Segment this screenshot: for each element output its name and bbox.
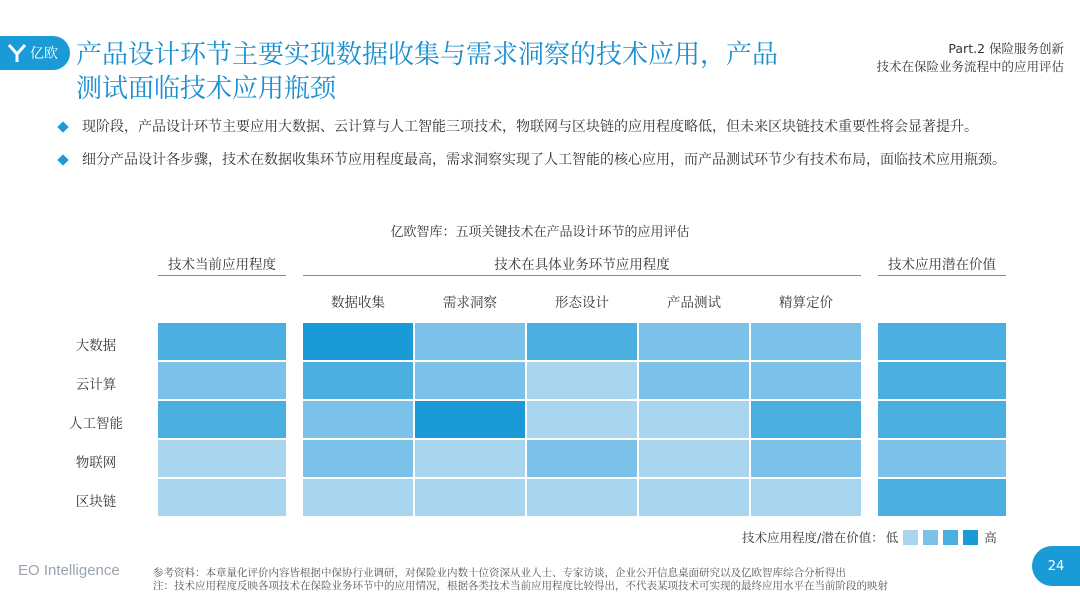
footer-notes	[153, 567, 888, 593]
heatmap-cell-business	[415, 401, 525, 438]
column-label: 形态设计	[555, 295, 609, 311]
heatmap-cell-business	[751, 362, 861, 399]
heatmap-cell-business	[527, 479, 637, 516]
legend-swatch	[923, 530, 938, 545]
heatmap-cell-business	[639, 479, 749, 516]
legend-low-label: 低	[885, 530, 899, 545]
heatmap-cell-current	[158, 401, 286, 438]
heatmap-cell-potential	[878, 401, 1006, 438]
footer-note: 注：技术应用程度反映各项技术在保险业务环节中的应用情况，根据各类技术当前应用程度比较得出，不代表某项技术可实现的最终应用水平在当前阶段的映射	[153, 580, 888, 592]
row-label: 区块链	[75, 494, 117, 510]
heatmap-cell-business	[303, 323, 413, 360]
heatmap-cell-potential	[878, 362, 1006, 399]
bullet-text: 细分产品设计各步骤，技术在数据收集环节应用程度最高，需求洞察实现了人工智能的核心应用，而产品测试环节少有技术布局，面临技术应用瓶颈。	[82, 152, 1006, 168]
page-title-line1: 产品设计环节主要实现数据收集与需求洞察的技术应用，产品	[76, 40, 779, 70]
footer-brand: EO Intelligence	[18, 562, 120, 579]
heatmap-cell-business	[639, 362, 749, 399]
heatmap-cell-business	[303, 479, 413, 516]
column-label: 数据收集	[331, 295, 385, 311]
part-label: Part.2 保险服务创新	[948, 41, 1064, 56]
heatmap-cell-business	[751, 401, 861, 438]
heatmap-cell-potential	[878, 440, 1006, 477]
heatmap-cell-current	[158, 362, 286, 399]
column-label: 需求洞察	[443, 295, 497, 311]
chart-title: 亿欧智库：五项关键技术在产品设计环节的应用评估	[390, 225, 690, 240]
bullet-text: 现阶段，产品设计环节主要应用大数据、云计算与人工智能三项技术，物联网与区块链的应用程度略低，但未来区块链技术重要性将会显著提升。	[82, 119, 978, 135]
heatmap-cell-business	[527, 323, 637, 360]
heatmap-cell-current	[158, 440, 286, 477]
heatmap-cell-current	[158, 479, 286, 516]
heatmap-cell-current	[158, 323, 286, 360]
page-title-line2: 测试面临技术应用瓶颈	[76, 74, 337, 104]
heatmap-cell-potential	[878, 479, 1006, 516]
heatmap-cell-business	[527, 362, 637, 399]
heatmap-cell-business	[751, 323, 861, 360]
heatmap-cell-business	[639, 440, 749, 477]
section-label: 技术在保险业务流程中的应用评估	[876, 59, 1064, 74]
legend-high-label: 高	[984, 530, 997, 545]
row-label: 云计算	[75, 377, 117, 393]
heatmap-cell-business	[415, 362, 525, 399]
footer-note: 参考资料：本章量化评价内容皆根据中保协行业调研，对保险业内数十位资深从业人士、专家访谈，企业公开信息桌面研究以及亿欧智库综合分析得出	[153, 567, 846, 579]
row-label: 人工智能	[69, 416, 123, 432]
heatmap-cell-business	[415, 479, 525, 516]
column-label: 精算定价	[779, 295, 833, 311]
legend-swatch	[963, 530, 978, 545]
heatmap-cell-business	[527, 440, 637, 477]
group-title-potential: 技术应用潜在价值	[888, 257, 996, 273]
heatmap-cell-business	[751, 440, 861, 477]
heatmap-cell-business	[303, 440, 413, 477]
logo-text: 亿欧	[30, 46, 58, 62]
row-label: 物联网	[75, 455, 117, 471]
heatmap-cell-business	[639, 323, 749, 360]
column-label: 产品测试	[667, 295, 721, 311]
heatmap-cell-business	[415, 440, 525, 477]
group-title-current: 技术当前应用程度	[168, 257, 276, 273]
heatmap-cell-business	[639, 401, 749, 438]
row-label: 大数据	[75, 338, 117, 354]
heatmap-cell-business	[303, 401, 413, 438]
legend-label: 技术应用程度/潜在价值：	[742, 530, 884, 545]
group-title-business: 技术在具体业务环节应用程度	[494, 257, 670, 273]
heatmap-cell-business	[415, 323, 525, 360]
legend	[742, 528, 997, 546]
legend-swatch	[903, 530, 918, 545]
legend-swatch	[943, 530, 958, 545]
heatmap-cell-business	[303, 362, 413, 399]
heatmap-cell-business	[527, 401, 637, 438]
heatmap-cell-business	[751, 479, 861, 516]
heatmap-cell-potential	[878, 323, 1006, 360]
page-number: 24	[1032, 546, 1080, 586]
